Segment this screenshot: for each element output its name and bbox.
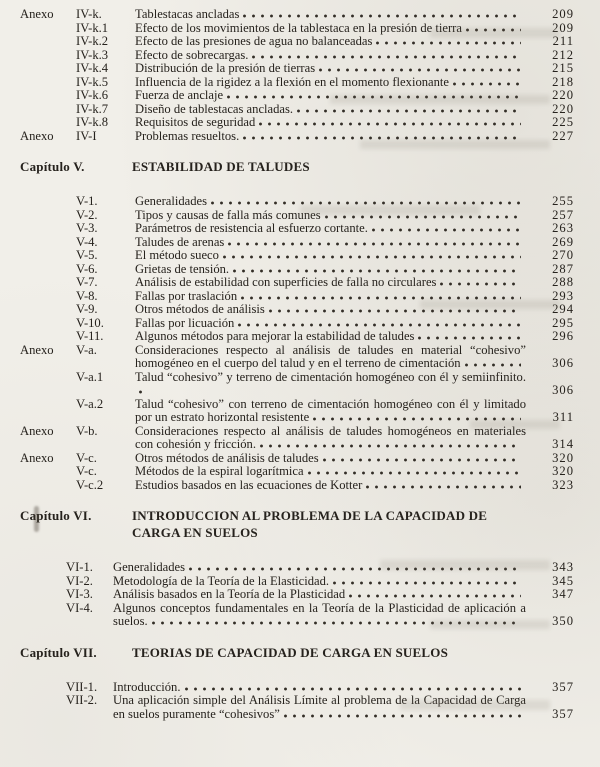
entry-page-number: 257 (552, 207, 574, 222)
dot-leader (233, 269, 521, 273)
entry-page-number: 269 (552, 234, 574, 249)
entry-body (135, 116, 536, 130)
toc-entry (20, 249, 574, 263)
entry-title: Tipos y causas de falla más comunes (135, 207, 321, 222)
toc-entry (20, 62, 574, 76)
dot-leader (223, 255, 521, 259)
entry-title: Una aplicación simple del Análisis Límite al problema de la Capacidad de Carga en suelos puramente “cohesivos” (113, 693, 526, 721)
entry-title: Talud “cohesivo” y terreno de cimentación homogéneo con él y semiinfinito. (135, 369, 526, 384)
entry-body (135, 103, 536, 117)
entry-number: VII-2. (66, 693, 98, 707)
entry-number: V-9. (76, 302, 98, 316)
dot-leader (269, 309, 521, 313)
entry-number: V-a.2 (76, 396, 104, 411)
entry-number: IV-k.5 (76, 74, 109, 89)
entry-number: IV-k.6 (76, 88, 109, 102)
entry-page-number: 294 (552, 302, 574, 316)
entry-title: Tablestacas ancladas (135, 7, 240, 21)
entry-body (135, 330, 536, 344)
entry-page-number: 225 (552, 115, 574, 129)
toc-entry (20, 371, 574, 398)
entry-title: Otros métodos de análisis de taludes (135, 450, 319, 465)
entry-title: Consideraciones respecto al análisis de taludes en material “cohesivo” homogéneo en el cuerpo del talud y en el terreno de cimentación (135, 342, 526, 370)
chapter-label: Capítulo VII. (20, 644, 97, 660)
entry-title: Generalidades (135, 194, 208, 208)
entry-page-number: 287 (552, 261, 574, 276)
entry-body (135, 479, 536, 493)
chapter-label: Capítulo VI. (20, 508, 92, 523)
dot-leader (453, 82, 521, 86)
entry-number: V-4. (76, 234, 98, 249)
entry-page-number: 306 (552, 356, 574, 370)
entry-number: IV-I (76, 128, 97, 143)
entry-title: Generalidades (113, 560, 186, 574)
entry-number: V-5. (76, 248, 98, 262)
dot-leader (349, 594, 521, 598)
entry-number: IV-k. (76, 7, 102, 21)
toc-entry (20, 195, 574, 209)
entry-prefix: Anexo (20, 450, 54, 465)
entry-page-number: 227 (552, 128, 574, 143)
entry-number: VI-2. (66, 573, 93, 588)
bleed-through-artifact (400, 700, 550, 710)
entry-body (135, 465, 536, 479)
toc-entry (20, 452, 574, 466)
entry-body (135, 263, 536, 277)
dot-leader (308, 471, 521, 475)
dot-leader (243, 14, 521, 18)
entry-page-number: 220 (552, 88, 574, 102)
entry-number: V-6. (76, 261, 98, 276)
entry-page-number: 209 (552, 20, 574, 35)
entry-title: Efecto de sobrecargas. (135, 47, 249, 62)
dot-leader (440, 282, 521, 286)
entry-prefix: Anexo (20, 7, 54, 21)
entry-page-number: 296 (552, 329, 574, 343)
entry-body (135, 76, 536, 90)
toc-entry (20, 76, 574, 90)
entry-title: Diseño de tablestacas ancladas. (135, 101, 294, 116)
entry-title: Fallas por licuación (135, 315, 235, 330)
entry-title: Influencia de la rigidez a la flexión en el momento flexionante (135, 74, 450, 89)
entry-title: Algunos métodos para mejorar la estabilidad de taludes (135, 329, 415, 343)
chapter-heading (20, 644, 574, 661)
dot-leader (465, 363, 521, 367)
chapter-heading (20, 158, 574, 175)
dot-leader (139, 390, 143, 394)
dot-leader (418, 336, 521, 340)
entry-page-number: 320 (552, 464, 574, 478)
dot-leader (241, 296, 521, 300)
entry-prefix: Anexo (20, 342, 54, 357)
entry-page-number: 211 (552, 34, 574, 48)
toc-entry (20, 681, 574, 695)
toc-entry (20, 465, 574, 479)
entry-body (135, 371, 536, 398)
toc-entry (20, 330, 574, 344)
entry-body (113, 681, 536, 695)
entry-number: V-c. (76, 464, 97, 478)
entry-number: V-a. (76, 342, 97, 357)
entry-page-number: 212 (552, 47, 574, 62)
entry-number: IV-k.1 (76, 20, 109, 35)
toc-entry (20, 344, 574, 371)
toc-entry (20, 116, 574, 130)
toc-entry (20, 236, 574, 250)
entry-number: IV-k.2 (76, 34, 109, 48)
entry-body (113, 588, 536, 602)
dot-leader (325, 215, 521, 219)
entry-number: V-c. (76, 450, 97, 465)
entry-title: Distribución de la presión de tierras (135, 61, 316, 75)
toc-section (20, 561, 574, 629)
entry-number: VI-4. (66, 600, 93, 615)
dot-leader (297, 109, 521, 113)
entry-title: Introducción. (113, 679, 181, 694)
entry-title: Requisitos de seguridad (135, 115, 256, 129)
toc-entry (20, 49, 574, 63)
entry-number: V-c.2 (76, 477, 104, 492)
dot-leader (252, 55, 521, 59)
entry-page-number: 306 (552, 383, 574, 397)
toc-entry (20, 276, 574, 290)
entry-page-number: 209 (552, 7, 574, 21)
chapter-title: INTRODUCCION AL PROBLEMA DE LA CAPACIDAD DE CARGA EN SUELOS (132, 508, 488, 540)
entry-page-number: 215 (552, 61, 574, 75)
entry-page-number: 255 (552, 194, 574, 208)
entry-title: Otros métodos de análisis (135, 302, 265, 316)
entry-page-number: 323 (552, 477, 574, 492)
entry-body (135, 222, 536, 236)
toc-entry (20, 263, 574, 277)
entry-number: VII-1. (66, 679, 98, 694)
entry-number: IV-k.8 (76, 115, 109, 129)
entry-page-number: 343 (552, 560, 574, 574)
dot-leader (366, 485, 521, 489)
toc-entry (20, 317, 574, 331)
entry-title: Algunos conceptos fundamentales en la Teoría de la Plasticidad de aplicación a suelos. (113, 600, 526, 628)
entry-page-number: 218 (552, 74, 574, 89)
entry-page-number: 350 (552, 614, 574, 628)
entry-title: Problemas resueltos. (135, 128, 240, 143)
entry-number: V-b. (76, 423, 98, 438)
entry-prefix: Anexo (20, 423, 54, 438)
entry-number: V-7. (76, 275, 98, 289)
entry-body (135, 317, 536, 331)
toc-entry (20, 575, 574, 589)
chapter-heading (20, 507, 574, 541)
entry-number: V-8. (76, 288, 98, 303)
entry-title: Métodos de la espiral logarítmica (135, 464, 304, 478)
dot-leader (319, 68, 521, 72)
entry-title: Parámetros de resistencia al esfuerzo cortante. (135, 221, 368, 235)
dot-leader (259, 122, 521, 126)
chapter-title: TEORIAS DE CAPACIDAD DE CARGA EN SUELOS (132, 644, 448, 660)
entry-page-number: 270 (552, 248, 574, 262)
chapter-label: Capítulo V. (20, 159, 85, 174)
entry-body (135, 8, 536, 22)
bleed-through-artifact (300, 205, 480, 215)
entry-title: Consideraciones respecto al análisis de taludes homogéneos en materiales con cohesión y fricción. (135, 423, 526, 451)
entry-number: IV-k.7 (76, 101, 109, 116)
entry-number: V-3. (76, 221, 98, 235)
entry-body (135, 62, 536, 76)
entry-page-number: 314 (552, 437, 574, 451)
entry-page-number: 293 (552, 288, 574, 303)
entry-title: El método sueco (135, 248, 219, 262)
bleed-through-artifact (470, 420, 560, 429)
dot-leader (323, 458, 521, 462)
entry-number: V-11. (76, 329, 104, 343)
chapter-title: ESTABILIDAD DE TALUDES (132, 159, 310, 174)
entry-page-number: 347 (552, 587, 574, 601)
entry-title: Efecto de los movimientos de la tablestaca en la presión de tierra (135, 20, 462, 35)
dot-leader (228, 242, 521, 246)
dot-leader (243, 136, 521, 140)
bleed-through-artifact (330, 95, 550, 104)
entry-number: IV-k.3 (76, 47, 109, 62)
entry-number: VI-3. (66, 587, 93, 601)
dot-leader (260, 444, 521, 448)
entry-number: V-1. (76, 194, 98, 208)
entry-body (135, 49, 536, 63)
toc-content (20, 8, 574, 721)
entry-title: Análisis de estabilidad con superficies de falla no circulares (135, 275, 437, 289)
entry-body (135, 344, 536, 371)
entry-number: V-2. (76, 207, 98, 222)
toc-entry (20, 588, 574, 602)
bleed-through-artifact (430, 620, 550, 629)
entry-number: VI-1. (66, 560, 93, 574)
entry-body (135, 276, 536, 290)
entry-page-number: 320 (552, 450, 574, 465)
entry-body (113, 575, 536, 589)
bleed-through-artifact (380, 560, 550, 570)
entry-title: Talud “cohesivo” con terreno de cimentación homogéneo con él y limitado por un estrato horizontal resistente (135, 396, 526, 424)
dot-leader (284, 714, 521, 718)
entry-page-number: 263 (552, 221, 574, 235)
toc-entry (20, 103, 574, 117)
entry-title: Metodología de la Teoría de la Elasticidad. (113, 573, 330, 588)
dot-leader (376, 41, 521, 45)
entry-page-number: 288 (552, 275, 574, 289)
entry-title: Fallas por traslación (135, 288, 238, 303)
bleed-through-artifact (420, 300, 560, 309)
entry-number: IV-k.4 (76, 61, 109, 75)
toc-entry (20, 479, 574, 493)
toc-entry (20, 8, 574, 22)
bleed-through-artifact (360, 140, 550, 149)
entry-page-number: 220 (552, 101, 574, 116)
scan-smudge-artifact (34, 506, 39, 532)
entry-page-number: 357 (552, 706, 574, 721)
entry-title: Taludes de arenas (135, 234, 225, 249)
entry-page-number: 345 (552, 573, 574, 588)
entry-title: Fuerza de anclaje (135, 88, 224, 102)
entry-title: Grietas de tensión. (135, 261, 230, 276)
entry-page-number: 295 (552, 315, 574, 330)
entry-number: V-a.1 (76, 369, 104, 384)
toc-entry (20, 222, 574, 236)
entry-title: Estudios basados en las ecuaciones de Kotter (135, 477, 363, 492)
entry-number: V-10. (76, 315, 104, 330)
entry-title: Análisis basados en la Teoría de la Plasticidad (113, 587, 346, 601)
dot-leader (372, 228, 521, 232)
entry-prefix: Anexo (20, 128, 54, 143)
entry-page-number: 311 (552, 410, 574, 424)
dot-leader (238, 323, 521, 327)
dot-leader (333, 581, 521, 585)
dot-leader (185, 687, 522, 691)
toc-entry (20, 209, 574, 223)
entry-body (135, 236, 536, 250)
entry-body (135, 249, 536, 263)
toc-section (20, 195, 574, 492)
entry-body (135, 452, 536, 466)
entry-title: Efecto de las presiones de agua no balanceadas (135, 34, 373, 48)
entry-page-number: 357 (552, 679, 574, 694)
bleed-through-artifact (430, 28, 560, 38)
